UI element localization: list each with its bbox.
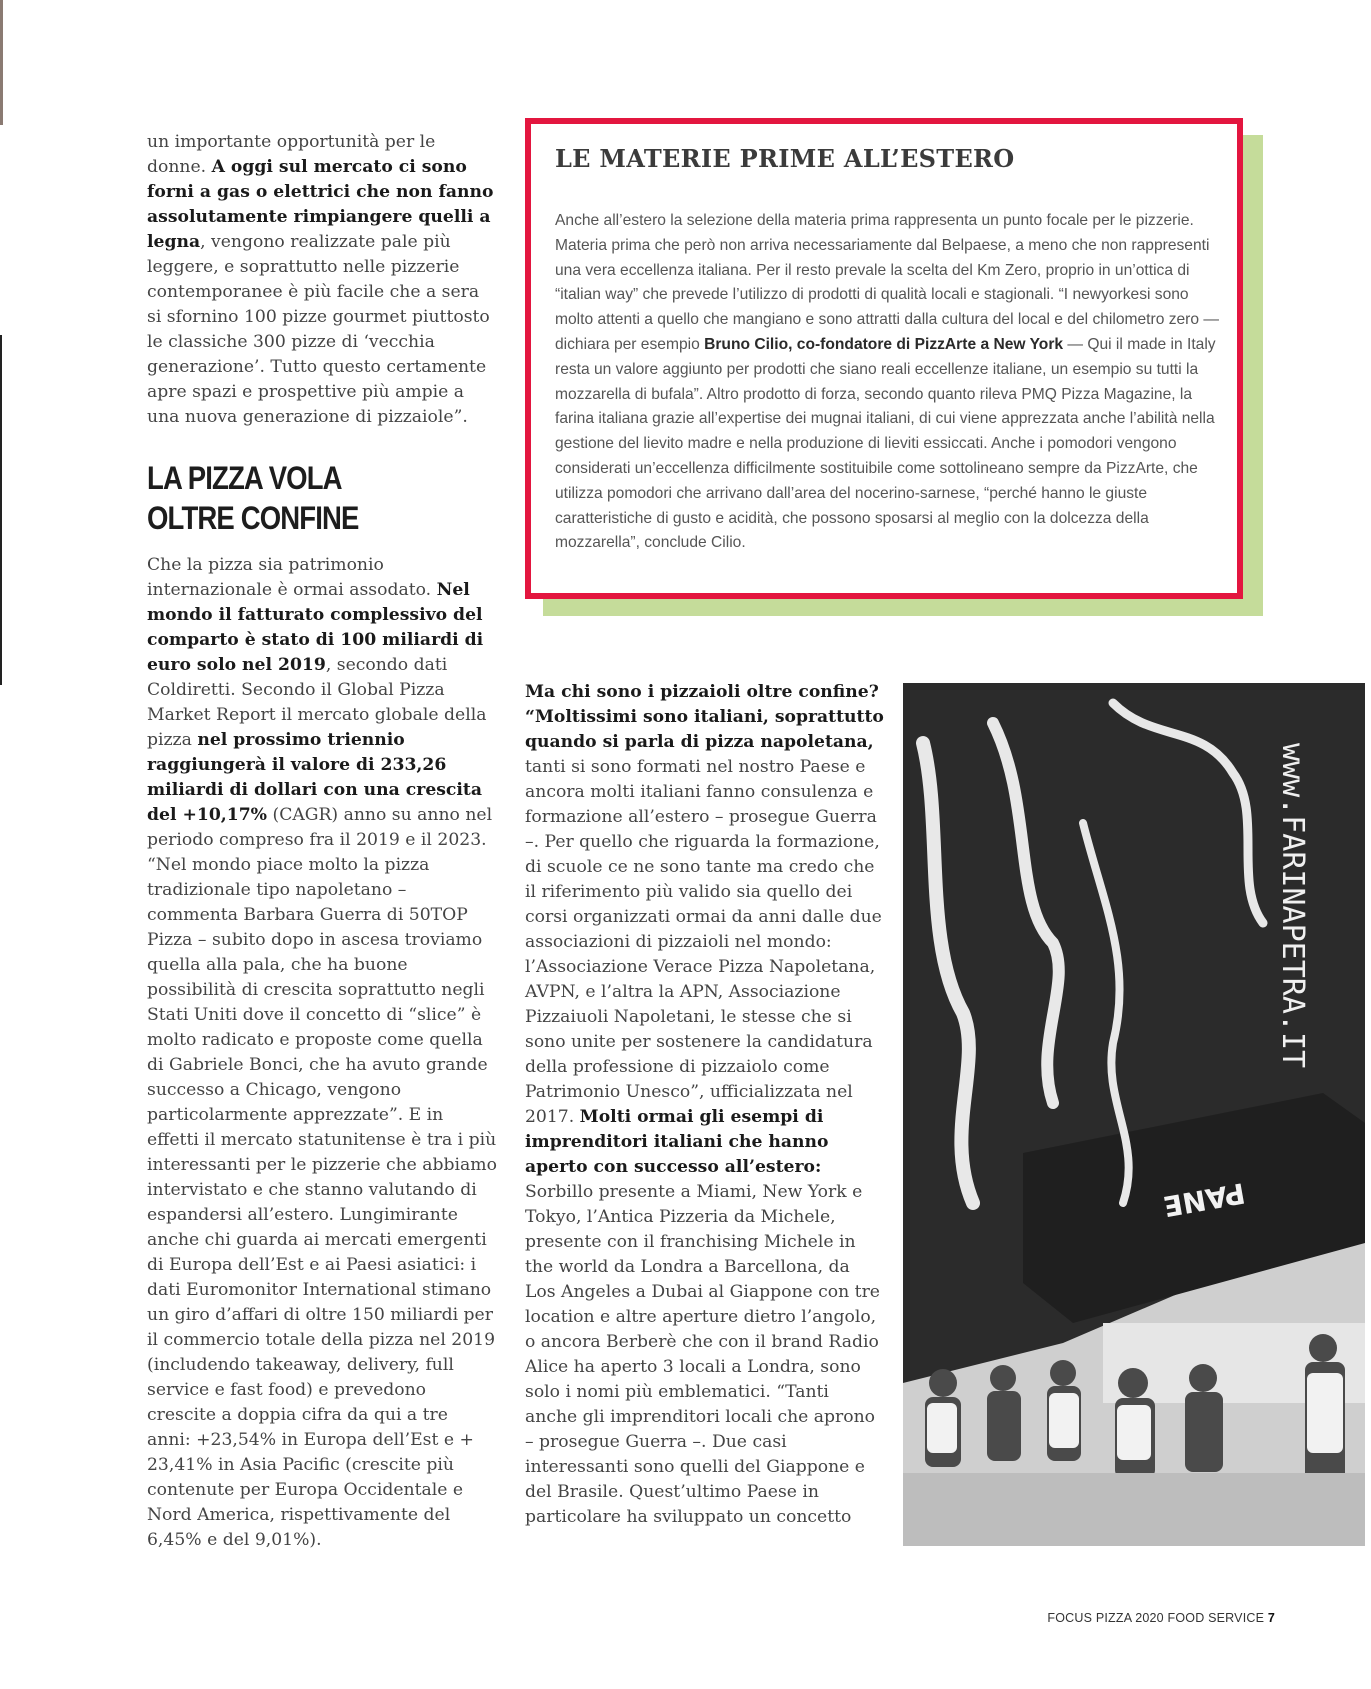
page-edge-mark — [0, 335, 2, 685]
bold-run: Nel mondo il fatturato complessivo del comparto è stato di 100 miliardi di euro solo nel 2019 — [147, 580, 484, 675]
text-run: Che la pizza sia patrimonio internazionale è ormai assodato. — [147, 555, 437, 600]
bold-run: Bruno Cilio, co-fondatore di PizzArte a New York — [704, 335, 1064, 353]
pane-text: PANE — [1160, 1176, 1248, 1223]
bold-run: nel prossimo triennio raggiungerà il valore di 233,26 miliardi di dollari con una crescita del +10,17% — [147, 730, 482, 825]
text-run: , vengono realizzate pale più leggere, e soprattutto nelle pizzerie contemporanee è più facile che a sera si sfornino 100 pizze gourmet piuttosto le classiche 300 pizze di ‘vecchia generazione’. Tutto questo certamente apre spazi e prospettive più ampie a una nuova generazione di pizzaiole”. — [147, 232, 490, 427]
sidebar-text — [555, 209, 1231, 556]
bold-run: A oggi sul mercato ci sono forni a gas o elettrici che non fanno assolutamente rimpiangere quelli a legna — [147, 157, 494, 252]
text-run: un importante opportunità per le donne. — [147, 132, 436, 177]
ceiling-url-text: www.FARINAPETRA.IT — [1275, 743, 1310, 1069]
text-run: (CAGR) anno su anno nel periodo compreso fra il 2019 e il 2023. “Nel mondo piace molto la pizza tradizionale tipo napoletano – commenta Barbara Guerra di 50TOP Pizza – subito dopo in ascesa troviamo quella alla pala, che ha buone possibilità di crescita soprattutto negli Stati Uniti dove il concetto di “slice” è molto radicato e proposte come quella di Gabriele Bonci, che ha avuto grande successo a Chicago, vengono particolarmente apprezzate”. E in effetti il mercato statunitense è tra i più interessanti per le pizzerie che abbiamo intervistato e che stanno valutando di espandersi all’estero. Lungimirante anche chi guarda ai mercati emergenti di Europa dell’Est e ai Paesi asiatici: i dati Euromonitor International stimano un giro d’affari di oltre 150 miliardi per il commercio totale della pizza nel 2019 (includendo takeaway, delivery, full service e fast food) e prevedono crescite a doppia cifra da qui a tre anni: +23,54% in Europa dell’Est e + 23,41% in Asia Pacific (crescite più contenute per Europa Occidentale e Nord America, rispettivamente del 6,45% e del 9,01%). — [147, 805, 497, 1550]
bold-run: Ma chi sono i pizzaioli oltre confine? “Moltissimi sono italiani, soprattutto quando si parla di pizza napoletana, — [525, 682, 884, 752]
sidebar-title: LE MATERIE PRIME ALL’ESTERO — [555, 144, 1015, 173]
paragraph — [147, 553, 497, 1553]
footer-label: FOCUS PIZZA 2020 FOOD SERVICE — [1047, 1611, 1265, 1625]
text-run: tanti si sono formati nel nostro Paese e ancora molti italiani fanno consulenza e formazione all’estero – prosegue Guerra –. Per quello che riguarda la formazione, di scuole ce ne sono tante ma credo che il riferimento più valido sia quello dei corsi organizzati ormai da anni dalle due associazioni di pizzaioli nel mondo: l’Associazione Verace Pizza Napoletana, AVPN, e l’altra la APN, Associazione Pizzaiuoli Napoletani, le stesse che si sono unite per sostenere la candidatura della professione di pizzaiolo come Patrimonio Unesco”, ufficializzata nel 2017. — [525, 757, 882, 1127]
paragraph — [147, 130, 497, 430]
text-run: Anche all’estero la selezione della materia prima rappresenta un punto focale per le pizzerie. Materia prima che però non arriva necessariamente dal Belpaese, a meno che non rappresenti una vera eccellenza italiana. Per il resto prevale la scelta del Km Zero, proprio in un’ottica di “italian way” che prevede l’utilizzo di prodotti di qualità locali e stagionali. “I newyorkesi sono molto attenti a quello che mangiano e sono attratti dalla cultura del local e del chilometro zero — dichiara per esempio — [555, 212, 1219, 353]
text-run: Sorbillo presente a Miami, New York e Tokyo, l’Antica Pizzeria da Michele, presente con il franchising Michele in the world da Londra a Barcellona, da Los Angeles a Dubai al Giappone con tre location e altre aperture dietro l’angolo, o ancora Berberè che con il brand Radio Alice ha aperto 3 locali a Londra, sono solo i nomi più emblematici. “Tanti anche gli imprenditori locali che aprono – prosegue Guerra –. Due casi interessanti sono quelli del Giappone e del Brasile. Quest’ultimo Paese in particolare ha sviluppato un concetto — [525, 1182, 880, 1527]
left-column-bottom-text — [147, 553, 497, 1553]
section-heading — [147, 458, 422, 538]
left-column-top-text — [147, 130, 497, 430]
text-run: , secondo dati Coldiretti. Secondo il Global Pizza Market Report il mercato globale della pizza — [147, 655, 487, 750]
page-number: 7 — [1267, 1611, 1275, 1625]
heading-line: OLTRE CONFINE — [147, 500, 359, 536]
text-run: — Qui il made in Italy resta un valore aggiunto per prodotti che siano reali eccellenze italiane, un esempio su tutti la mozzarella di bufala”. Altro prodotto di forza, secondo quanto rileva PMQ Pizza Magazine, la farina italiana grazie all’expertise dei mugnai italiani, di cui viene apprezzata anche l’abilità nella gestione del lievito madre e nella produzione di lieviti essiccati. Anche i pomodori vengono considerati un’eccellenza difficilmente sostituibile come sottolineano sempre da PizzArte, che utilizza pomodori che arrivano dall’area del nocerino-sarnese, “perché hanno le giuste caratteristiche di gusto e acidità, che possono sposarsi al meglio con la dolcezza della mozzarella”, conclude Cilio. — [555, 335, 1216, 552]
photo-pizza-school — [903, 683, 1365, 1546]
paragraph — [525, 680, 885, 1530]
bold-run: Molti ormai gli esempi di imprenditori italiani che hanno aperto con successo all’estero: — [525, 1107, 829, 1177]
middle-column-text — [525, 680, 885, 1530]
floor — [903, 1473, 1365, 1546]
heading-line: LA PIZZA VOLA — [147, 460, 342, 496]
photo-illustration — [903, 683, 1365, 1546]
page-footer — [1047, 1611, 1275, 1625]
page-edge-mark — [0, 0, 3, 125]
sidebar-box — [525, 118, 1243, 599]
